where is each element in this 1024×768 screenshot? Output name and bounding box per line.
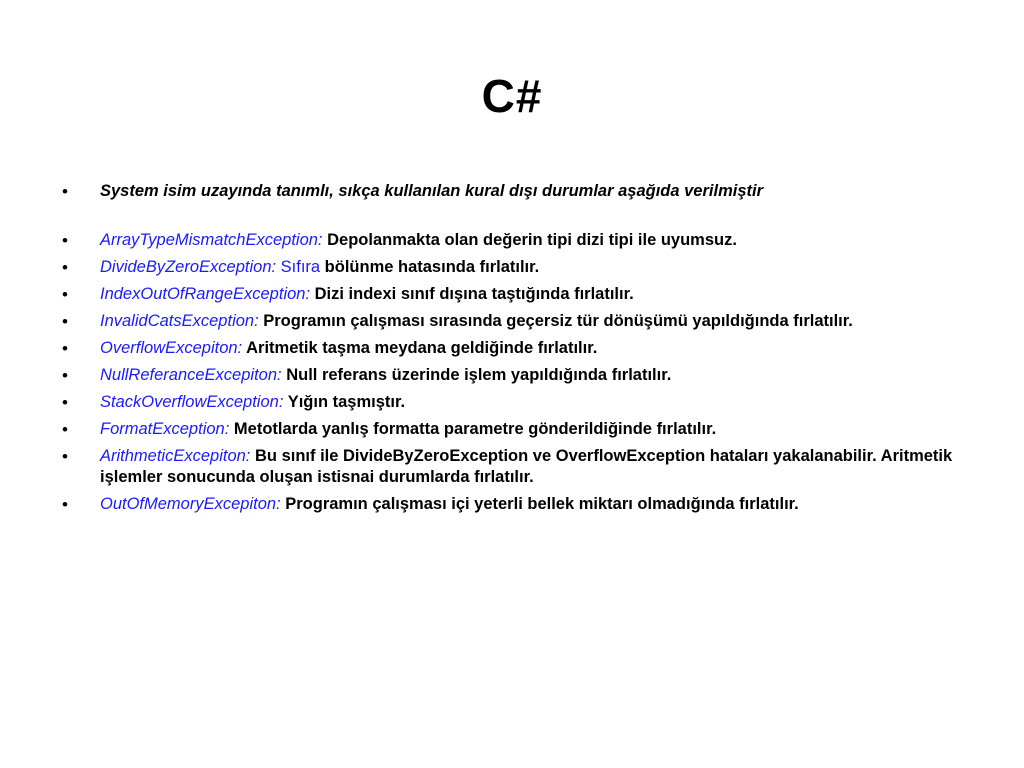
exception-description: bölünme hatasında fırlatılır. (320, 258, 540, 276)
bullet-list (60, 181, 980, 521)
bullet-icon: • (62, 339, 68, 358)
bullet-icon: • (62, 182, 68, 201)
list-item (60, 284, 980, 305)
bullet-icon: • (62, 258, 68, 277)
list-item (60, 392, 980, 413)
bullet-icon: • (62, 420, 68, 439)
list-item (60, 446, 980, 488)
exception-name: OverflowExcepiton: (100, 339, 243, 357)
bullet-icon: • (62, 393, 68, 412)
list-item (60, 311, 980, 332)
slide-title: C# (481, 70, 543, 122)
exception-name: NullReferanceExcepiton: (100, 366, 282, 384)
bullet-icon: • (62, 447, 68, 466)
exception-description: Depolanmakta olan değerin tipi dizi tipi ile uyumsuz. (322, 231, 737, 249)
bullet-icon: • (62, 495, 68, 514)
list-item (60, 230, 980, 251)
exception-description: Dizi indexi sınıf dışına taştığında fırlatılır. (310, 285, 634, 303)
bullet-icon: • (62, 312, 68, 331)
list-item (60, 338, 980, 359)
bullet-icon: • (62, 285, 68, 304)
list-item (60, 365, 980, 386)
exception-name: DivideByZeroException: (100, 258, 277, 276)
exception-name: OutOfMemoryExcepiton: (100, 495, 281, 513)
intro-list-item (60, 181, 980, 202)
bullet-icon: • (62, 231, 68, 250)
list-item (60, 494, 980, 515)
exception-name: StackOverflowException: (100, 393, 284, 411)
exception-name: IndexOutOfRangeException: (100, 285, 311, 303)
exception-name: ArithmeticExcepiton: (100, 447, 251, 465)
intro-text: System isim uzayında tanımlı, sıkça kullanılan kural dışı durumlar aşağıda verilmiştir (100, 182, 764, 200)
list-item (60, 419, 980, 440)
exception-name: InvalidCatsException: (100, 312, 259, 330)
exception-description: Aritmetik taşma meydana geldiğinde fırlatılır. (242, 339, 598, 357)
exception-description: Bu sınıf ile DivideByZeroException ve OverflowException hataları yakalanabilir. Aritmetik işlemler sonucunda oluşan istisnai durumlarda fırlatılır. (100, 447, 953, 486)
bullet-icon: • (62, 366, 68, 385)
exception-name: ArrayTypeMismatchException: (100, 231, 323, 249)
exception-description: Null referans üzerinde işlem yapıldığında fırlatılır. (281, 366, 672, 384)
exception-description: Metotlarda yanlış formatta parametre gönderildiğinde fırlatılır. (229, 420, 717, 438)
list-item (60, 257, 980, 278)
exception-description: Programın çalışması içi yeterli bellek miktarı olmadığında fırlatılır. (280, 495, 799, 513)
exception-name: FormatException: (100, 420, 230, 438)
exception-description: Programın çalışması sırasında geçersiz tür dönüşümü yapıldığında fırlatılır. (258, 312, 853, 330)
exception-description: Yığın taşmıştır. (283, 393, 406, 411)
exception-name-suffix: Sıfıra (276, 258, 321, 276)
